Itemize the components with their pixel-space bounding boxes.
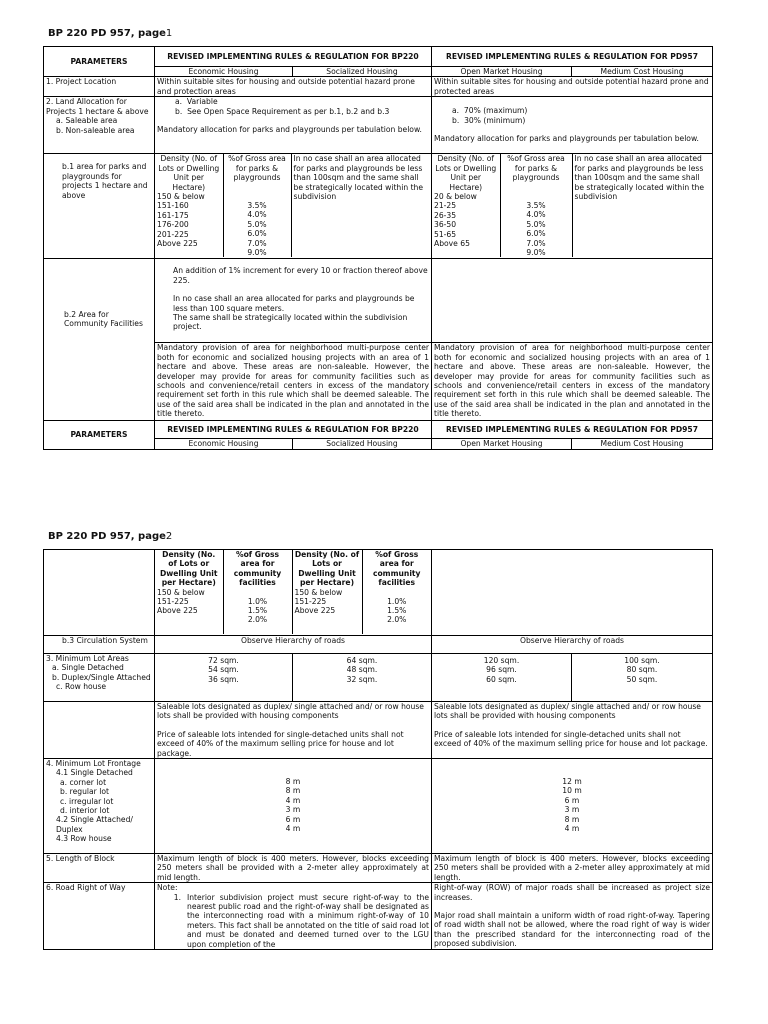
block-pd957: Maximum length of block is 400 meters. However, blocks exceeding 250 meters shall be provided with a 2-meter alley approximately at mid length. (432, 854, 713, 883)
parks-param: b.1 area for parks and playgrounds for projects 1 hectare and above (44, 154, 155, 259)
page-2-title (48, 531, 172, 542)
density-value: 26-35 (434, 210, 457, 220)
facilities-density-head-2: Density (No. of Lots or Dwelling Unit per Hectare) (294, 550, 360, 588)
density-value: Above 65 (434, 239, 470, 249)
saleable-bp220 (155, 702, 432, 759)
pct-value: 1.0% (247, 596, 268, 606)
frontage-value: 6 m (285, 814, 301, 824)
lot-area-value: 120 sqm. (483, 656, 520, 665)
pct-value: 1.5% (387, 606, 407, 616)
parks-pd957-pct-head: %of Gross area for parks & playgrounds (500, 154, 572, 192)
medium-cost-housing-footer: Medium Cost Housing (572, 439, 713, 449)
frontage-value: 6 m (564, 795, 580, 805)
lot-areas-socialized (293, 654, 432, 702)
pd957-non-saleable-value: 30% (minimum) (464, 115, 526, 125)
density-value: 150 & below (157, 192, 205, 202)
bp220-saleable-value: Variable (186, 97, 218, 107)
circulation-bp220: Observe Hierarchy of roads (155, 636, 432, 654)
frontage-single-attached: 4.2 Single Attached/ Duplex (56, 815, 133, 834)
frontage-param (44, 759, 155, 854)
lot-areas-open-market (432, 654, 572, 702)
frontage-value: 3 m (285, 805, 301, 815)
density-value: 151-225 (157, 597, 189, 607)
parameters-footer: PARAMETERS (44, 421, 155, 449)
density-value: 151-225 (294, 597, 327, 607)
open-market-housing-footer: Open Market Housing (432, 439, 572, 449)
block-param: 5. Length of Block (44, 854, 155, 883)
pct-value: 6.0% (526, 229, 546, 239)
community-param-cell (44, 259, 155, 421)
parks-bp220-density-list (155, 192, 223, 257)
pd957-footer: REVISED IMPLEMENTING RULES & REGULATION FOR PD957 (432, 421, 713, 439)
lot-area-value: 60 sqm. (486, 674, 517, 684)
road-bp220 (155, 883, 432, 949)
lot-area-value: 48 sqm. (346, 665, 378, 675)
lot-area-value: 72 sqm. (208, 656, 239, 665)
road-pd957 (432, 883, 713, 949)
bp220-mandatory-note: Mandatory allocation for parks and playgrounds per tabulation below. (157, 125, 422, 135)
lot-area-value: 50 sqm. (626, 674, 658, 684)
frontage-value: 8 m (285, 786, 301, 796)
density-value: 51-65 (434, 229, 457, 239)
circulation-pd957: Observe Hierarchy of roads (432, 636, 713, 654)
frontage-title: 4. Minimum Lot Frontage (46, 759, 141, 769)
frontage-row-house: 4.3 Row house (56, 834, 112, 844)
economic-housing-header: Economic Housing (155, 67, 293, 77)
parks-pd957-note: In no case shall an area allocated for parks and playgrounds be less than 100sqm and the same shall be strategically located within the subdivision (572, 154, 712, 257)
parks-pd957-density-list (432, 192, 500, 257)
pct-value: 1.0% (387, 596, 407, 606)
page-1-number: 1 (165, 28, 173, 39)
frontage-value: 8 m (285, 777, 301, 787)
frontage-single-detached: 4.1 Single Detached (56, 768, 133, 778)
pct-value: 6.0% (247, 229, 267, 239)
parameters-header: PARAMETERS (44, 47, 155, 77)
page-1-title (48, 28, 172, 39)
project-location-bp220: Within suitable sites for housing and outside potential hazard prone and protection areas (155, 77, 432, 97)
saleable-pd957 (432, 702, 713, 759)
economic-housing-footer: Economic Housing (155, 439, 293, 449)
frontage-regular-lot: b. regular lot (60, 787, 109, 797)
frontage-value: 4 m (285, 795, 301, 805)
facilities-pct-2 (362, 550, 431, 634)
density-value: Above 225 (157, 606, 198, 616)
road-item-number: 1. (173, 892, 181, 902)
density-value: 36-50 (434, 220, 457, 230)
density-value: 150 & below (157, 587, 205, 597)
frontage-pd957 (432, 759, 713, 854)
facilities-density-head-1: Density (No. of Lots or Dwelling Unit per Hectare) (159, 550, 218, 588)
road-param: 6. Road Right of Way (44, 883, 155, 949)
land-allocation-param (44, 97, 155, 154)
frontage-value: 10 m (562, 786, 582, 796)
road-pd957-p1: Right-of-way (ROW) of major roads shall be increased as project size increases. (434, 883, 710, 902)
project-location-pd957: Within suitable sites for housing and outside potential hazard prone and protected areas (432, 77, 713, 97)
additional-pd957 (432, 259, 713, 343)
facilities-pct-head-2: %of Gross area for community facilities (372, 550, 421, 588)
pct-value: 7.0% (247, 238, 267, 248)
pd957-header: REVISED IMPLEMENTING RULES & REGULATION FOR PD957 (432, 47, 713, 67)
frontage-value: 4 m (285, 824, 301, 834)
land-allocation-title: 2. Land Allocation for Projects 1 hectare & above (46, 97, 149, 116)
pct-value: 2.0% (247, 615, 268, 625)
lot-area-value: 64 sqm. (346, 656, 378, 665)
lot-area-value: 80 sqm. (626, 665, 658, 675)
parks-pd957 (432, 154, 713, 259)
page-1-table (43, 46, 713, 450)
land-allocation-bp220 (155, 97, 432, 154)
lot-areas-param (44, 654, 155, 702)
additional-p3: The same shall be strategically located within the subdivision project. (173, 313, 408, 332)
bp220-item-b: b. See Open Space Requirement as per b.1, b.2 and b.3 (175, 106, 390, 116)
density-value: 201-225 (157, 229, 189, 239)
facilities-pct-1 (223, 550, 292, 634)
parks-bp220-density-head: Density (No. of Lots or Dwelling Unit per Hectare) (158, 154, 220, 192)
project-location-param: 1. Project Location (44, 77, 155, 97)
density-value: Above 225 (157, 239, 198, 249)
medium-cost-housing-header: Medium Cost Housing (572, 67, 713, 77)
density-value: 161-175 (157, 210, 189, 220)
lot-areas-title: 3. Minimum Lot Areas (46, 654, 129, 663)
parks-bp220-pct-list (223, 192, 291, 257)
pct-value: 4.0% (247, 210, 267, 220)
non-saleable-area-label: b. Non-saleable area (56, 125, 135, 135)
frontage-irregular-lot: c. irregular lot (60, 796, 114, 806)
road-pd957-p2: Major road shall maintain a uniform width of road right-of-way. Tapering of road width shall not be allowed, where the road right of way is wider than the prescribed standard for the interconnecting road of the proposed subdivision. (434, 911, 710, 949)
density-value: 176-200 (157, 220, 189, 230)
row-house-label: c. Row house (56, 682, 107, 692)
parks-bp220-pct-head: %of Gross area for parks & playgrounds (223, 154, 291, 192)
pd957-mandatory-note: Mandatory allocation for parks and playgrounds per tabulation below. (434, 134, 699, 144)
pct-value: 5.0% (247, 219, 267, 229)
frontage-value: 8 m (564, 814, 580, 824)
lot-area-value: 100 sqm. (624, 656, 660, 665)
facilities-pct-head-1: %of Gross area for community facilities (233, 550, 282, 588)
lot-areas-medium-cost (572, 654, 713, 702)
lot-area-value: 96 sqm. (486, 665, 517, 675)
density-value: Above 225 (294, 606, 336, 616)
lot-area-value: 36 sqm. (208, 674, 239, 684)
road-note-label: Note: (157, 883, 178, 893)
facilities-pd957 (432, 550, 713, 636)
block-bp220: Maximum length of block is 400 meters. However, blocks exceeding 250 meters shall be provided with a 2-meter alley approximately at mid length. (155, 854, 432, 883)
parks-bp220-table (155, 154, 431, 257)
pd957-saleable-value: 70% (maximum) (463, 106, 528, 116)
parks-pd957-pct-list (500, 192, 572, 257)
circulation-param: b.3 Circulation System (44, 636, 155, 654)
community-param: b.2 Area for Community Facilities (64, 309, 143, 329)
road-item-1 (157, 893, 429, 949)
saleable-param (44, 702, 155, 759)
page-2-title-text: BP 220 PD 957, page (48, 531, 166, 542)
pct-value: 5.0% (526, 219, 546, 229)
pct-value: 1.5% (247, 606, 268, 616)
parks-pd957-table (432, 154, 712, 257)
saleable-bp220-p1: Saleable lots designated as duplex/ single attached and/ or row house lots shall be provided with housing components (157, 702, 424, 721)
pct-value: 7.0% (526, 238, 546, 248)
pct-value: 3.5% (526, 201, 546, 211)
frontage-value: 3 m (564, 805, 580, 815)
facilities-bp220 (155, 550, 432, 636)
page-1-title-text: BP 220 PD 957, page (48, 28, 166, 39)
parks-bp220-note: In no case shall an area allocated for parks and playgrounds be less than 100sqm and the same shall be strategically located within the subdivision (291, 154, 431, 257)
additional-p2: In no case shall an area allocated for parks and playgrounds be less than 100 square meters. (173, 294, 415, 313)
page-2-table (43, 549, 713, 950)
bp220-header: REVISED IMPLEMENTING RULES & REGULATION FOR BP220 (155, 47, 432, 67)
lot-area-value: 32 sqm. (346, 674, 378, 684)
road-item-text: Interior subdivision project must secure right-of-way to the nearest public road and the right-of-way shall be designated as the interconnecting road with a minimum right-of-way of 10 meters. This fact shall be annotated on the title of said road lot and must be donated and deemed turned over to the LGU upon completion of the (187, 892, 429, 949)
saleable-pd957-p2: Price of saleable lots intended for single-detached units shall not exceed of 40% of the maximum selling price for house and lot package. (434, 729, 708, 749)
frontage-bp220 (155, 759, 432, 854)
facilities-param (44, 550, 155, 636)
frontage-corner-lot: a. corner lot (60, 777, 107, 787)
page-2-number: 2 (165, 531, 173, 542)
bp220-item-a: a. Variable (175, 97, 218, 107)
saleable-area-label: a. Saleable area (56, 116, 118, 126)
density-value: 151-160 (157, 201, 189, 211)
parks-bp220 (155, 154, 432, 259)
duplex-label: b. Duplex/Single Attached (52, 672, 151, 682)
pd957-item-b: b. 30% (minimum) (452, 115, 526, 125)
single-detached-label: a. Single Detached (52, 663, 124, 673)
frontage-value: 4 m (564, 824, 580, 834)
socialized-housing-header: Socialized Housing (293, 67, 432, 77)
density-value: 20 & below (434, 192, 477, 202)
community-bp220: Mandatory provision of area for neighborhood multi-purpose center both for economic and socialized housing projects with an area of 1 hectare and above. These areas are non-saleable. However, the developer may provide for areas for community facilities such as schools and convenience/retail centers in excess of the mandatory requirement set forth in this rule which shall be deemed saleable. The use of the said area shall be indicated in the plan and annotated in the title thereto. (155, 343, 432, 421)
facilities-density-1 (155, 550, 223, 634)
frontage-value: 12 m (562, 777, 582, 787)
density-value: 150 & below (294, 587, 343, 597)
additional-bp220 (155, 259, 432, 343)
bp220-non-saleable-value: See Open Space Requirement as per b.1, b.2 and b.3 (187, 106, 390, 116)
frontage-interior-lot: d. interior lot (60, 806, 110, 816)
density-value: 21-25 (434, 201, 457, 211)
facilities-density-2 (292, 550, 362, 634)
open-market-housing-header: Open Market Housing (432, 67, 572, 77)
saleable-bp220-p2: Price of saleable lots intended for single-detached units shall not exceed of 40% of the maximum selling price for house and lot package. (157, 729, 404, 758)
bp220-footer: REVISED IMPLEMENTING RULES & REGULATION FOR BP220 (155, 421, 432, 439)
pct-value: 4.0% (526, 210, 546, 220)
lot-areas-economic (155, 654, 293, 702)
pd957-item-a: a. 70% (maximum) (452, 106, 528, 116)
additional-p1: An addition of 1% increment for every 10 or fraction thereof above 225. (173, 266, 428, 285)
facilities-table (155, 550, 431, 634)
pct-value: 9.0% (526, 248, 546, 258)
saleable-pd957-p1: Saleable lots designated as duplex/ single attached and/ or row house lots shall be provided with housing components (434, 702, 701, 721)
pct-value: 9.0% (247, 248, 267, 258)
lot-area-value: 54 sqm. (208, 665, 239, 675)
land-allocation-pd957 (432, 97, 713, 154)
socialized-housing-footer: Socialized Housing (293, 439, 432, 449)
pct-value: 3.5% (247, 201, 267, 211)
pct-value: 2.0% (387, 615, 407, 625)
parks-pd957-density-head: Density (No. of Lots or Dwelling Unit per Hectare) (435, 154, 497, 192)
community-pd957: Mandatory provision of area for neighborhood multi-purpose center both for economic and socialized housing projects with an area of 1 hectare and above. These areas are non-saleable. However, the developer may provide for areas for community facilities such as schools and convenience/retail centers in excess of the mandatory requirement set forth in this rule which shall be deemed saleable. The use of the said area shall be indicated in the plan and annotated in the title thereto. (432, 343, 713, 421)
